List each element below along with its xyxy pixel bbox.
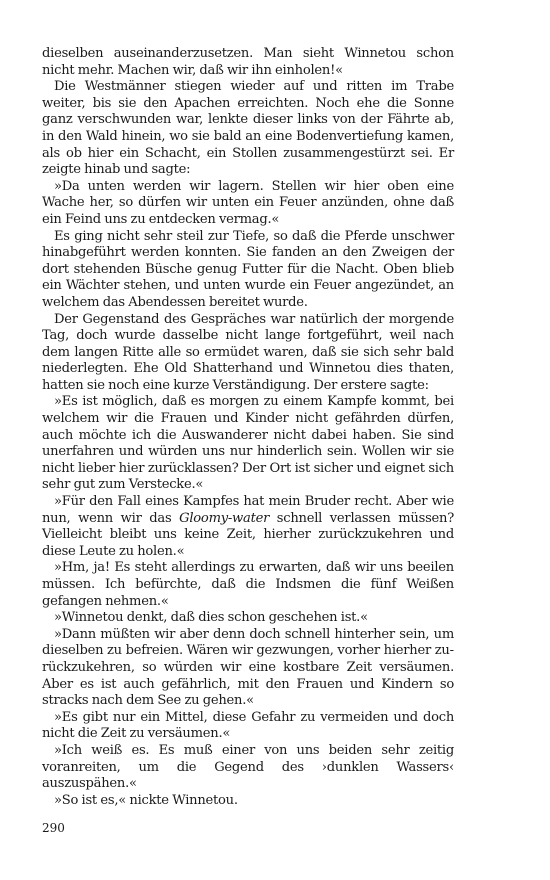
text-run: »Hm, ja! Es steht allerdings zu erwarten, daß wir uns beeilen müssen. Ich befürchte, daß die Indsmen die fünf Weißen gefangen nehmen.« <box>42 560 454 609</box>
page-number: 290 <box>42 821 65 835</box>
paragraph <box>42 79 454 179</box>
paragraph <box>42 627 454 710</box>
text-run: »Ich weiß es. Es muß einer von uns beiden sehr zeitig voranreiten, um die Gegend des ›dunklen Wassers‹ auszuspähen.« <box>42 742 454 792</box>
text-run: Der Gegenstand des Gespräches war natürlich der morgende Tag, doch wurde dasselbe nicht lange fortgeführt, weil nach dem langen Ritte alle so ermüdet waren, daß sie sich sehr bald niederlegten. Ehe Old Shatterhand und Winnetou dies thaten, hatten sie noch eine kurze Verständigung. Der erstere sagte: <box>42 311 454 393</box>
text-run: »So ist es,« nickte Winnetou. <box>54 792 238 808</box>
text-run: »Für den Fall eines Kampfes hat mein Bruder recht. Aber wie nun, wenn wir das <box>42 494 454 526</box>
body-text <box>42 46 454 809</box>
text-run: »Winnetou denkt, daß dies schon geschehen ist.« <box>54 610 368 626</box>
text-run: »Da unten werden wir lagern. Stellen wir hier oben eine Wache her, so dürfen wir unten ein Feuer anzünden, ohne daß ein Feind uns zu entdecken vermag.« <box>42 178 454 227</box>
text-run: Es ging nicht sehr steil zur Tiefe, so daß die Pferde unschwer hinabgeführt werden konnten. Sie fanden an den Zweigen der dort stehenden Büsche genug Futter für die Nacht. Oben blieb ein Wächter stehen, und unten wurde ein Feuer angezündet, an welchem das Abendessen bereitet wurde. <box>42 228 454 310</box>
italic-text-run: Gloomy-water <box>179 510 270 526</box>
paragraph <box>42 394 454 494</box>
paragraph <box>42 560 454 610</box>
paragraph <box>42 743 454 793</box>
text-run: dieselben auseinanderzusetzen. Man sieht Winnetou schon nicht mehr. Machen wir, daß wir ihn einholen!« <box>42 46 454 78</box>
text-run: schnell verlassen müssen? Vielleicht bleibt uns keine Zeit, hierher zurückzukehren und diese Leute zu holen.« <box>42 510 454 559</box>
paragraph <box>42 179 454 229</box>
text-run: »Es gibt nur ein Mittel, diese Gefahr zu vermeiden und doch nicht die Zeit zu versäumen.« <box>42 709 454 742</box>
paragraph <box>42 710 454 743</box>
paragraph <box>42 494 454 560</box>
paragraph <box>42 610 454 627</box>
paragraph <box>42 793 454 810</box>
text-run: Die Westmänner stiegen wieder auf und ritten im Trabe weiter, bis sie den Apachen erreichten. Noch ehe die Sonne ganz verschwunden war, lenkte dieser links von der Fährte ab, in den Wald hinein, wo sie bald an eine Bodenvertiefung kamen, als ob hier ein Schacht, ein Stollen zusammengestürzt sei. Er zeigte hinab und sagte: <box>42 79 454 178</box>
paragraph <box>42 46 454 79</box>
paragraph <box>42 312 454 395</box>
text-run: »Dann müßten wir aber denn doch schnell hinterher sein, um dieselben zu befreien. Wären wir gezwungen, vorher hierher zurückzukehren, so würden wir eine kostbare Zeit versäumen. Aber es ist auch gefährlich, mit den Frauen und Kindern so stracks nach dem See zu gehen.« <box>42 626 454 709</box>
paragraph <box>42 229 454 312</box>
text-run: »Es ist möglich, daß es morgen zu einem Kampfe kommt, bei welchem wir die Frauen und Kinder nicht gefährden dürfen, auch möchte ich die Auswanderer nicht dabei haben. Sie sind unerfahren und würden uns nur hinderlich sein. Wollen wir sie nicht lieber hier zurücklassen? Der Ort ist sicher und eignet sich sehr gut zum Verstecke.« <box>42 394 454 493</box>
